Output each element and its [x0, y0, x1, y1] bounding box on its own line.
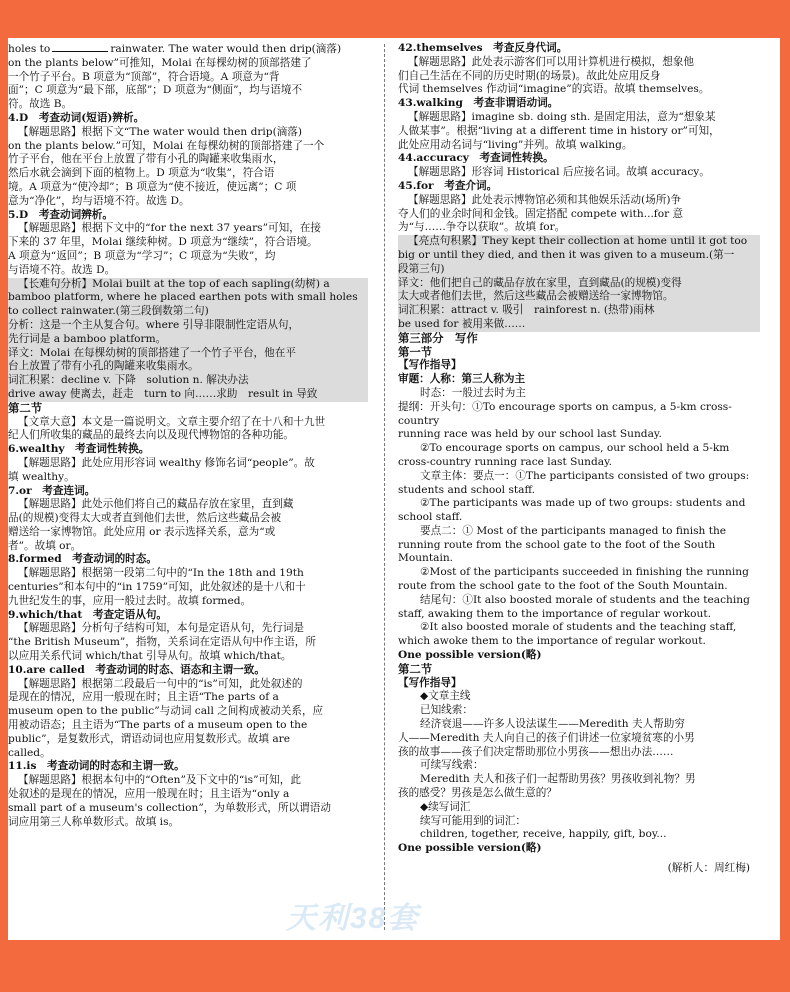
- right-line: [398, 42, 760, 56]
- line-text: 先行词是 a bamboo platform。: [8, 332, 167, 345]
- line-text: bamboo platform, where he placed earthen pots with small holes: [8, 291, 358, 304]
- line-text: 【解题思路】此处表示游客们可以用计算机进行模拟，想象他: [408, 55, 695, 68]
- right-line: [398, 139, 760, 153]
- left-line: [8, 84, 368, 98]
- left-line: [8, 512, 368, 526]
- left-line: [8, 140, 368, 154]
- right-line: [398, 801, 760, 815]
- line-text: “the British Museum”，指物，关系词在定语从句中作主语，所: [8, 636, 316, 649]
- line-text: 下来的 37 年里，Molai 继续种树。D 项意为“继续”，符合语境。: [8, 236, 318, 249]
- line-text: 要点二：① Most of the participants managed to finish the: [420, 524, 727, 537]
- left-line: [8, 153, 368, 167]
- left-line: [8, 595, 368, 609]
- right-line: [398, 511, 760, 525]
- left-line: [8, 195, 368, 209]
- right-line: [398, 649, 760, 663]
- column-divider: [384, 44, 385, 930]
- line-text: 【解题思路】此处应用形容词 wealthy 修饰名词“people”。故: [18, 456, 315, 469]
- line-text: 【写作指导】: [398, 359, 462, 372]
- right-line: [398, 208, 760, 222]
- left-line: [8, 526, 368, 540]
- right-line: [398, 677, 760, 691]
- left-line: [8, 705, 368, 719]
- line-text: 段第三句): [398, 262, 445, 275]
- right-line: [398, 401, 760, 429]
- left-line: [8, 98, 368, 112]
- left-line: [8, 609, 368, 623]
- line-text: 第一节: [398, 344, 433, 359]
- line-text: (解析人：周红梅): [667, 862, 750, 875]
- right-line: [398, 594, 760, 608]
- left-line: [8, 802, 368, 816]
- line-text: 然后水就会滴到下面的植物上。D 项意为“收集”，符合语: [8, 167, 275, 180]
- right-line: [398, 221, 760, 235]
- left-line: [8, 333, 368, 347]
- left-line: [8, 57, 368, 71]
- left-line: [8, 747, 368, 761]
- left-line: [8, 319, 368, 333]
- line-text: Meredith 夫人和孩子们一起帮助男孩？男孩收到礼物？男: [420, 773, 696, 786]
- left-line: [8, 71, 368, 85]
- line-text: 【解题思路】根据第二段最后一句中的“is”可知，此处叙述的: [18, 677, 303, 690]
- line-text: 【解题思路】此处表示博物馆必须和其他娱乐活动(场所)争: [408, 193, 682, 206]
- right-line: [398, 359, 760, 373]
- line-text: 用被动语态；且主语为“The parts of a museum open to the: [8, 719, 308, 732]
- line-text: big or until they died, and then it was given to a museum.(第一: [398, 248, 735, 261]
- line-text: A 项意为“返回”；B 项意为“学习”；C 项意为“失败”，均: [8, 249, 276, 262]
- line-text: museum open to the public”与动词 call 之间构成被动关系，应: [8, 705, 324, 718]
- right-line: [398, 456, 760, 470]
- line-text: 词汇积累：attract v. 吸引 rainforest n. (热带)雨林: [398, 304, 655, 317]
- right-line: [398, 732, 760, 746]
- line-text: 可续写线索：: [420, 759, 484, 772]
- line-text: 孩的感受？男孩是怎么做生意的？: [398, 787, 557, 800]
- left-line: [8, 733, 368, 747]
- right-line: [398, 235, 760, 249]
- line-text: 是现在的情况，应用一般现在时；且主语“The parts of a: [8, 691, 279, 704]
- watermark-logo: 天利38套: [286, 902, 420, 935]
- line-text: ②Most of the participants succeeded in finishing the running: [420, 566, 749, 579]
- right-line: [398, 608, 760, 622]
- left-line: [8, 305, 368, 319]
- right-line: [398, 249, 760, 263]
- left-column: [8, 42, 368, 829]
- left-line: [8, 581, 368, 595]
- line-text: 【解题思路】根据下文“The water would then drip(滴落): [18, 125, 303, 138]
- right-line: [398, 663, 760, 677]
- line-text: ◆文章主线: [420, 690, 471, 703]
- line-text-cont: rainwater. The water would then drip(滴落): [110, 43, 342, 55]
- right-line: [398, 621, 760, 635]
- line-text: 者”。故填 or。: [8, 539, 82, 552]
- line-text: 【解题思路】根据下文中的“for the next 37 years”可知，在接: [18, 222, 321, 235]
- line-text: 时态：一般过去时为主: [420, 386, 526, 399]
- left-line: [8, 678, 368, 692]
- line-text: 第二节: [8, 400, 43, 415]
- line-text: drive away 使离去，赶走 turn to 向……求助 result in 导致: [8, 387, 318, 400]
- left-line: [8, 388, 368, 402]
- line-text: 文章主体：要点一：①The participants consisted of two groups:: [420, 469, 750, 482]
- line-text: 【解题思路】根据第一段第二句中的“In the 18th and 19th: [18, 567, 304, 580]
- line-text: 为“与……争夺以获取”。故填 for。: [398, 221, 566, 234]
- line-text: small part of a museum's collection”，为单数形式，所以谓语动: [8, 801, 331, 814]
- right-line: [398, 180, 760, 194]
- right-line: [398, 442, 760, 456]
- left-line: [8, 291, 368, 305]
- line-text: holes to: [8, 43, 51, 55]
- right-line: [398, 332, 760, 346]
- right-column: [398, 42, 760, 876]
- right-line: [398, 815, 760, 829]
- line-text: 与语境不符。故选 D。: [8, 263, 116, 276]
- right-line: [398, 497, 760, 511]
- line-text: 7.or 考查连词。: [8, 484, 96, 497]
- line-text: 已知线索：: [420, 704, 473, 717]
- right-line: [398, 290, 760, 304]
- line-text: ②It also boosted morale of students and the teaching staff,: [420, 621, 737, 634]
- line-text: 4.D 考查动词(短语)辨析。: [8, 111, 145, 124]
- line-text: 此处应用动名词与“living”并列。故填 walking。: [398, 138, 633, 151]
- line-text: 第三部分 写作: [398, 330, 478, 345]
- line-text: ◆续写词汇: [420, 800, 471, 813]
- answer-blank: [52, 42, 108, 52]
- line-text: ②The participants was made up of two groups: students and: [420, 497, 746, 510]
- right-line: [398, 704, 760, 718]
- line-text: cross-country running race last Sunday.: [398, 455, 613, 468]
- line-text: 九世纪发生的事，应用一般过去时。故填 formed。: [8, 594, 252, 607]
- line-text: 纪人们所收集的藏品的最终去向以及现代博物馆的各种功能。: [8, 429, 295, 442]
- left-line: [8, 567, 368, 581]
- right-line: [398, 125, 760, 139]
- line-text: 品(的规模)变得太大或者直到他们去世，然后这些藏品会被: [8, 512, 282, 525]
- line-text: 代词 themselves 作动词“imagine”的宾语。故填 themselves。: [398, 83, 710, 96]
- right-line: [398, 525, 760, 539]
- line-text: 词应用第三人称单数形式。故填 is。: [8, 815, 180, 828]
- right-line: [398, 690, 760, 704]
- right-line: [398, 759, 760, 773]
- line-text: children, together, receive, happily, gift, boy...: [420, 828, 667, 841]
- right-line: [398, 718, 760, 732]
- right-line: [398, 539, 760, 567]
- line-text: One possible version(略): [398, 842, 542, 855]
- left-line: [8, 636, 368, 650]
- right-line: [398, 580, 760, 594]
- line-text: 夺人们的业余时间和金钱。固定搭配 compete with...for 意: [398, 207, 684, 220]
- right-line: [398, 166, 760, 180]
- left-line: [8, 650, 368, 664]
- line-text: 经济衰退——许多人设法谋生——Meredith 夫人帮助穷: [420, 718, 685, 731]
- line-text: 11.is 考查动词的时态和主谓一致。: [8, 760, 185, 773]
- line-text: 们自己生活在不同的历史时期(的场景)。故此处应用反身: [398, 69, 661, 82]
- line-text: 提纲：开头句：①To encourage sports on campus, a 5-km cross-country: [398, 400, 732, 427]
- right-line: [398, 484, 760, 498]
- line-text: 符。故选 B。: [8, 98, 73, 111]
- line-text: 【亮点句积累】They kept their collection at home until it got too: [408, 235, 748, 248]
- left-line: [8, 691, 368, 705]
- left-line: [8, 236, 368, 250]
- line-text: 一个竹子平台。B 项意为“顶部”，符合语境。A 项意为“背: [8, 70, 280, 83]
- line-text: 【解题思路】此处示他们将自己的藏品存放在家里，直到藏: [18, 498, 294, 511]
- line-text: 8.formed 考查动词的时态。: [8, 553, 157, 566]
- line-text: staff, awaking them to the importance of regular workout.: [398, 607, 711, 620]
- line-text: 【解题思路】形容词 Historical 后应接名词。故填 accuracy。: [408, 166, 710, 179]
- right-line: [398, 828, 760, 842]
- right-line: [398, 70, 760, 84]
- line-text: called。: [8, 746, 51, 759]
- line-text: 【文章大意】本文是一篇说明文。文章主要介绍了在十八和十九世: [18, 415, 326, 428]
- line-text: running race was held by our school last Sunday.: [398, 428, 662, 441]
- left-line: [8, 278, 368, 292]
- line-text: One possible version(略): [398, 649, 542, 662]
- line-text: 45.for 考查介词。: [398, 179, 498, 192]
- left-line: [8, 774, 368, 788]
- line-text: 以应用关系代词 which/that 引导从句。故填 which/that。: [8, 650, 292, 663]
- right-line: [398, 277, 760, 291]
- right-line: [398, 194, 760, 208]
- left-line: [8, 181, 368, 195]
- right-line: [398, 635, 760, 649]
- line-text: 面”；C 项意为“最下部，底部”；D 项意为“侧面”，均与语境不: [8, 84, 303, 97]
- left-line: [8, 553, 368, 567]
- left-line: [8, 457, 368, 471]
- left-line: [8, 42, 368, 57]
- right-line: [398, 152, 760, 166]
- left-line: [8, 443, 368, 457]
- right-line: [398, 566, 760, 580]
- right-line: [398, 862, 760, 876]
- line-text: 结尾句：①It also boosted morale of students and the teaching: [420, 593, 750, 606]
- left-line: [8, 222, 368, 236]
- line-text: 【解题思路】imagine sb. doing sth. 是固定用法，意为“想象某: [408, 110, 716, 123]
- line-text: school staff.: [398, 511, 463, 524]
- line-text: 【长难句分析】Molai built at the top of each sapling(幼树) a: [18, 277, 330, 290]
- left-line: [8, 416, 368, 430]
- right-line: [398, 746, 760, 760]
- line-text: 人做某事”。根据“living at a different time in history or”可知，: [398, 124, 720, 137]
- line-text: 【解题思路】分析句子结构可知，本句是定语从句，先行词是: [18, 622, 305, 635]
- line-text: 5.D 考查动词辨析。: [8, 208, 113, 221]
- line-text: 译文：他们把自己的藏品存放在家里，直到藏品(的规模)变得: [398, 276, 682, 289]
- line-text: 44.accuracy 考查词性转换。: [398, 152, 554, 165]
- line-text: be used for 被用来做……: [398, 317, 526, 330]
- line-text: which awoke them to the importance of regular workout.: [398, 635, 706, 648]
- left-line: [8, 719, 368, 733]
- line-text: 竹子平台，他在平台上放置了带有小孔的陶罐来收集雨水，: [8, 153, 284, 166]
- answer-sheet-page: [8, 38, 780, 940]
- left-line: [8, 622, 368, 636]
- line-text: 赠送给一家博物馆。此处应用 or 表示选择关系，意为“或: [8, 525, 276, 538]
- line-text: route from the school gate to the foot of the South Mountain.: [398, 580, 728, 593]
- line-text: 意为“净化”，均与语境不符。故选 D。: [8, 194, 190, 207]
- line-text: 境。A 项意为“使冷却”；B 项意为“使不接近，使远离”；C 项: [8, 180, 297, 193]
- line-text: students and school staff.: [398, 483, 535, 496]
- line-text: 第二节: [398, 661, 433, 676]
- line-text: ②To encourage sports on campus, our school held a 5-km: [420, 442, 730, 455]
- left-line: [8, 167, 368, 181]
- left-line: [8, 112, 368, 126]
- line-text: 填 wealthy。: [8, 470, 75, 483]
- left-line: [8, 540, 368, 554]
- right-line: [398, 111, 760, 125]
- left-line: [8, 347, 368, 361]
- right-line: [398, 263, 760, 277]
- line-text: 续写可能用到的词汇：: [420, 814, 526, 827]
- line-text: on the plants below.”可知，Molai 在每棵幼树的顶部搭建了一个: [8, 139, 325, 152]
- left-line: [8, 250, 368, 264]
- left-line: [8, 471, 368, 485]
- line-text: 42.themselves 考查反身代词。: [398, 42, 568, 54]
- line-text: 分析：这是一个主从复合句。where 引导非限制性定语从句，: [8, 318, 300, 331]
- line-text: 孩的故事——孩子们决定帮助那位小男孩——想出办法……: [398, 745, 674, 758]
- line-text: 审题：人称：第三人称为主: [398, 373, 526, 386]
- line-text: 台上放置了带有小孔的陶罐来收集雨水。: [8, 360, 199, 373]
- line-text: 太大或者他们去世，然后这些藏品会被赠送给一家博物馆。: [398, 290, 674, 303]
- right-line: [398, 787, 760, 801]
- left-line: [8, 126, 368, 140]
- line-text: 【写作指导】: [398, 676, 462, 689]
- right-line: [398, 387, 760, 401]
- line-text: 10.are called 考查动词的时态、语态和主谓一致。: [8, 663, 265, 676]
- left-line: [8, 816, 368, 830]
- right-line: [398, 470, 760, 484]
- right-line: [398, 97, 760, 111]
- line-text: on the plants below”可推知，Molai 在每棵幼树的顶部搭建了: [8, 56, 312, 69]
- line-text: centuries”和本句中的“in 1759”可知，此处叙述的是十八和十: [8, 581, 306, 594]
- right-line: [398, 773, 760, 787]
- line-text: to collect rainwater.(第三段倒数第二句): [8, 305, 209, 318]
- line-text: 词汇积累：decline v. 下降 solution n. 解决办法: [8, 374, 249, 387]
- line-text: 【解题思路】根据本句中的“Often”及下文中的“is”可知，此: [18, 774, 301, 787]
- left-line: [8, 360, 368, 374]
- line-text: 6.wealthy 考查词性转换。: [8, 443, 150, 456]
- right-line: [398, 346, 760, 360]
- right-line: [398, 318, 760, 332]
- right-line: [398, 373, 760, 387]
- line-text: 人——Meredith 夫人向自己的孩子们讲述一位家境贫寒的小男: [398, 731, 695, 744]
- right-line: [398, 83, 760, 97]
- right-line: [398, 56, 760, 70]
- line-text: running route from the school gate to the foot of the South Mountain.: [398, 538, 716, 565]
- left-line: [8, 485, 368, 499]
- left-line: [8, 760, 368, 774]
- line-text: 译文：Molai 在每棵幼树的顶部搭建了一个竹子平台，他在平: [8, 346, 296, 359]
- left-line: [8, 264, 368, 278]
- line-text: 9.which/that 考查定语从句。: [8, 608, 168, 621]
- left-line: [8, 374, 368, 388]
- right-line: [398, 304, 760, 318]
- left-line: [8, 429, 368, 443]
- left-line: [8, 788, 368, 802]
- right-line: [398, 428, 760, 442]
- left-line: [8, 402, 368, 416]
- left-line: [8, 664, 368, 678]
- right-line: [398, 842, 760, 856]
- left-line: [8, 209, 368, 223]
- line-text: 处叙述的是现在的情况，应用一般现在时；且主语为“only a: [8, 788, 290, 801]
- line-text: public”，是复数形式，谓语动词也应用复数形式。故填 are: [8, 732, 290, 745]
- line-text: 43.walking 考查非谓语动词。: [398, 97, 559, 110]
- left-line: [8, 498, 368, 512]
